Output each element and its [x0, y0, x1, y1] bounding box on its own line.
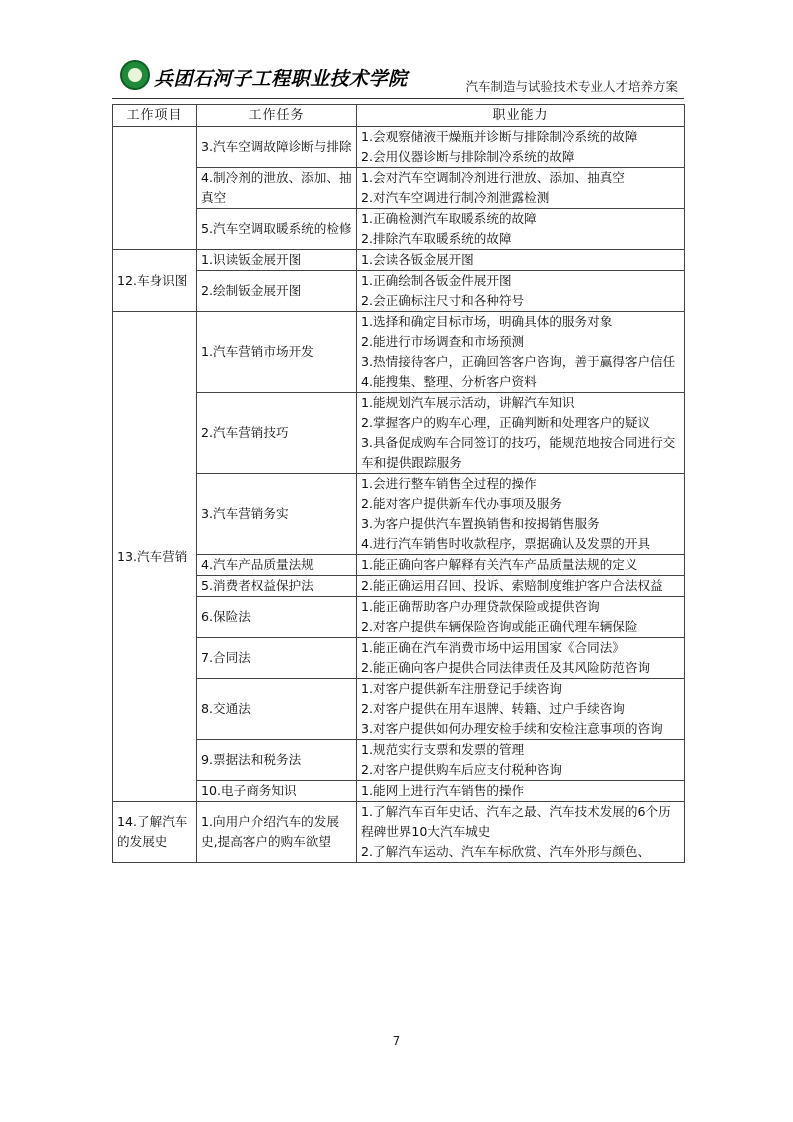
task-cell: 1.识读钣金展开图: [197, 250, 357, 271]
ability-cell: [357, 555, 685, 576]
ability-item: 1.正确检测汽车取暖系统的故障: [361, 211, 537, 226]
ability-item: 4.进行汽车销售时收款程序，票据确认及发票的开具: [361, 536, 651, 551]
ability-item: 2.了解汽车运动、汽车车标欣赏、汽车外形与颜色、: [361, 844, 651, 859]
task-cell: 5.汽车空调取暖系统的检修: [197, 209, 357, 250]
ability-item: 1.正确绘制各钣金件展开图: [361, 273, 512, 288]
task-cell: 9.票据法和税务法: [197, 740, 357, 781]
table-row: [113, 597, 685, 638]
ability-item: 1.会对汽车空调制冷剂进行泄放、添加、抽真空: [361, 170, 625, 185]
task-cell: 1.汽车营销市场开发: [197, 312, 357, 393]
page-number: 7: [392, 1034, 401, 1048]
ability-item: 1.对客户提供新车注册登记手续咨询: [361, 681, 562, 696]
ability-item: 2.会用仪器诊断与排除制冷系统的故障: [361, 149, 575, 164]
ability-item: 1.能正确向客户解释有关汽车产品质量法规的定义: [361, 557, 638, 572]
task-cell: 3.汽车营销务实: [197, 474, 357, 555]
task-cell: 10.电子商务知识: [197, 781, 357, 802]
ability-item: 3.为客户提供汽车置换销售和按揭销售服务: [361, 516, 600, 531]
task-cell: 8.交通法: [197, 679, 357, 740]
column-header-task: 工作任务: [197, 105, 357, 127]
task-cell: 5.消费者权益保护法: [197, 576, 357, 597]
ability-item: 1.规范实行支票和发票的管理: [361, 742, 525, 757]
ability-item: 2.对客户提供车辆保险咨询或能正确代理车辆保险: [361, 619, 638, 634]
table-row: [113, 679, 685, 740]
table-row: [113, 638, 685, 679]
curriculum-table: [112, 104, 685, 863]
school-name: 兵团石河子工程职业技术学院: [154, 68, 408, 90]
task-cell: 2.汽车营销技巧: [197, 393, 357, 474]
ability-cell: [357, 250, 685, 271]
ability-item: 2.会正确标注尺寸和各种符号: [361, 293, 525, 308]
ability-item: 2.能正确运用召回、投诉、索赔制度维护客户合法权益: [361, 578, 663, 593]
table-row: [113, 802, 685, 863]
table-row: [113, 474, 685, 555]
ability-item: 1.了解汽车百年史话、汽车之最、汽车技术发展的6个历程碑世界10大汽车城史: [361, 804, 671, 839]
ability-item: 1.能网上进行汽车销售的操作: [361, 783, 525, 798]
column-header-ability: 职业能力: [357, 105, 685, 127]
page-header: [112, 58, 684, 96]
ability-cell: [357, 271, 685, 312]
ability-item: 2.掌握客户的购车心理，正确判断和处理客户的疑议: [361, 415, 651, 430]
task-cell: 2.绘制钣金展开图: [197, 271, 357, 312]
table-row: [113, 576, 685, 597]
ability-cell: [357, 393, 685, 474]
ability-item: 2.对客户提供在用车退牌、转籍、过户手续咨询: [361, 701, 625, 716]
logo-center-icon: [128, 68, 142, 82]
table-row: [113, 168, 685, 209]
ability-item: 1.会观察储液干燥瓶并诊断与排除制冷系统的故障: [361, 129, 638, 144]
ability-cell: [357, 209, 685, 250]
ability-cell: [357, 312, 685, 393]
ability-cell: [357, 638, 685, 679]
ability-cell: [357, 168, 685, 209]
header-divider: [112, 98, 684, 99]
ability-item: 1.会读各钣金展开图: [361, 252, 474, 267]
table-row: [113, 781, 685, 802]
ability-cell: [357, 802, 685, 863]
task-cell: 6.保险法: [197, 597, 357, 638]
column-header-project: 工作项目: [113, 105, 197, 127]
ability-item: 2.排除汽车取暖系统的故障: [361, 231, 512, 246]
ability-cell: [357, 679, 685, 740]
ability-item: 2.对汽车空调进行制冷剂泄露检测: [361, 190, 550, 205]
task-cell: 1.向用户介绍汽车的发展史,提高客户的购车欲望: [197, 802, 357, 863]
project-cell: 12.车身识图: [113, 250, 197, 312]
table-row: [113, 271, 685, 312]
ability-item: 2.能进行市场调查和市场预测: [361, 334, 525, 349]
ability-item: 1.选择和确定目标市场，明确具体的服务对象: [361, 314, 613, 329]
task-cell: 3.汽车空调故障诊断与排除: [197, 127, 357, 168]
ability-item: 3.具备促成购车合同签订的技巧，能规范地按合同进行交车和提供跟踪服务: [361, 435, 676, 470]
ability-item: 2.能对客户提供新车代办事项及服务: [361, 496, 562, 511]
ability-item: 1.能正确在汽车消费市场中运用国家《合同法》: [361, 640, 625, 655]
ability-cell: [357, 740, 685, 781]
ability-item: 2.对客户提供购车后应支付税种咨询: [361, 762, 562, 777]
project-cell: [113, 127, 197, 250]
ability-item: 3.热情接待客户，正确回答客户咨询，善于赢得客户信任: [361, 354, 676, 369]
ability-item: 2.能正确向客户提供合同法律责任及其风险防范咨询: [361, 660, 651, 675]
table-row: [113, 250, 685, 271]
table-row: [113, 127, 685, 168]
table-header-row: [113, 105, 685, 127]
ability-item: 1.能规划汽车展示活动，讲解汽车知识: [361, 395, 575, 410]
ability-cell: [357, 576, 685, 597]
ability-item: 1.会进行整车销售全过程的操作: [361, 476, 537, 491]
ability-item: 4.能搜集、整理、分析客户资料: [361, 374, 537, 389]
document-title: 汽车制造与试验技术专业人才培养方案: [465, 79, 678, 94]
ability-cell: [357, 474, 685, 555]
table-row: [113, 312, 685, 393]
ability-item: 1.能正确帮助客户办理贷款保险或提供咨询: [361, 599, 600, 614]
ability-item: 3.对客户提供如何办理安检手续和安检注意事项的咨询: [361, 721, 663, 736]
ability-cell: [357, 127, 685, 168]
project-cell: 14.了解汽车的发展史: [113, 802, 197, 863]
project-cell: 13.汽车营销: [113, 312, 197, 802]
school-logo-icon: [120, 60, 150, 90]
ability-cell: [357, 597, 685, 638]
task-cell: 7.合同法: [197, 638, 357, 679]
task-cell: 4.汽车产品质量法规: [197, 555, 357, 576]
table-row: [113, 209, 685, 250]
ability-cell: [357, 781, 685, 802]
table-row: [113, 393, 685, 474]
task-cell: 4.制冷剂的泄放、添加、抽真空: [197, 168, 357, 209]
table-row: [113, 740, 685, 781]
table-row: [113, 555, 685, 576]
